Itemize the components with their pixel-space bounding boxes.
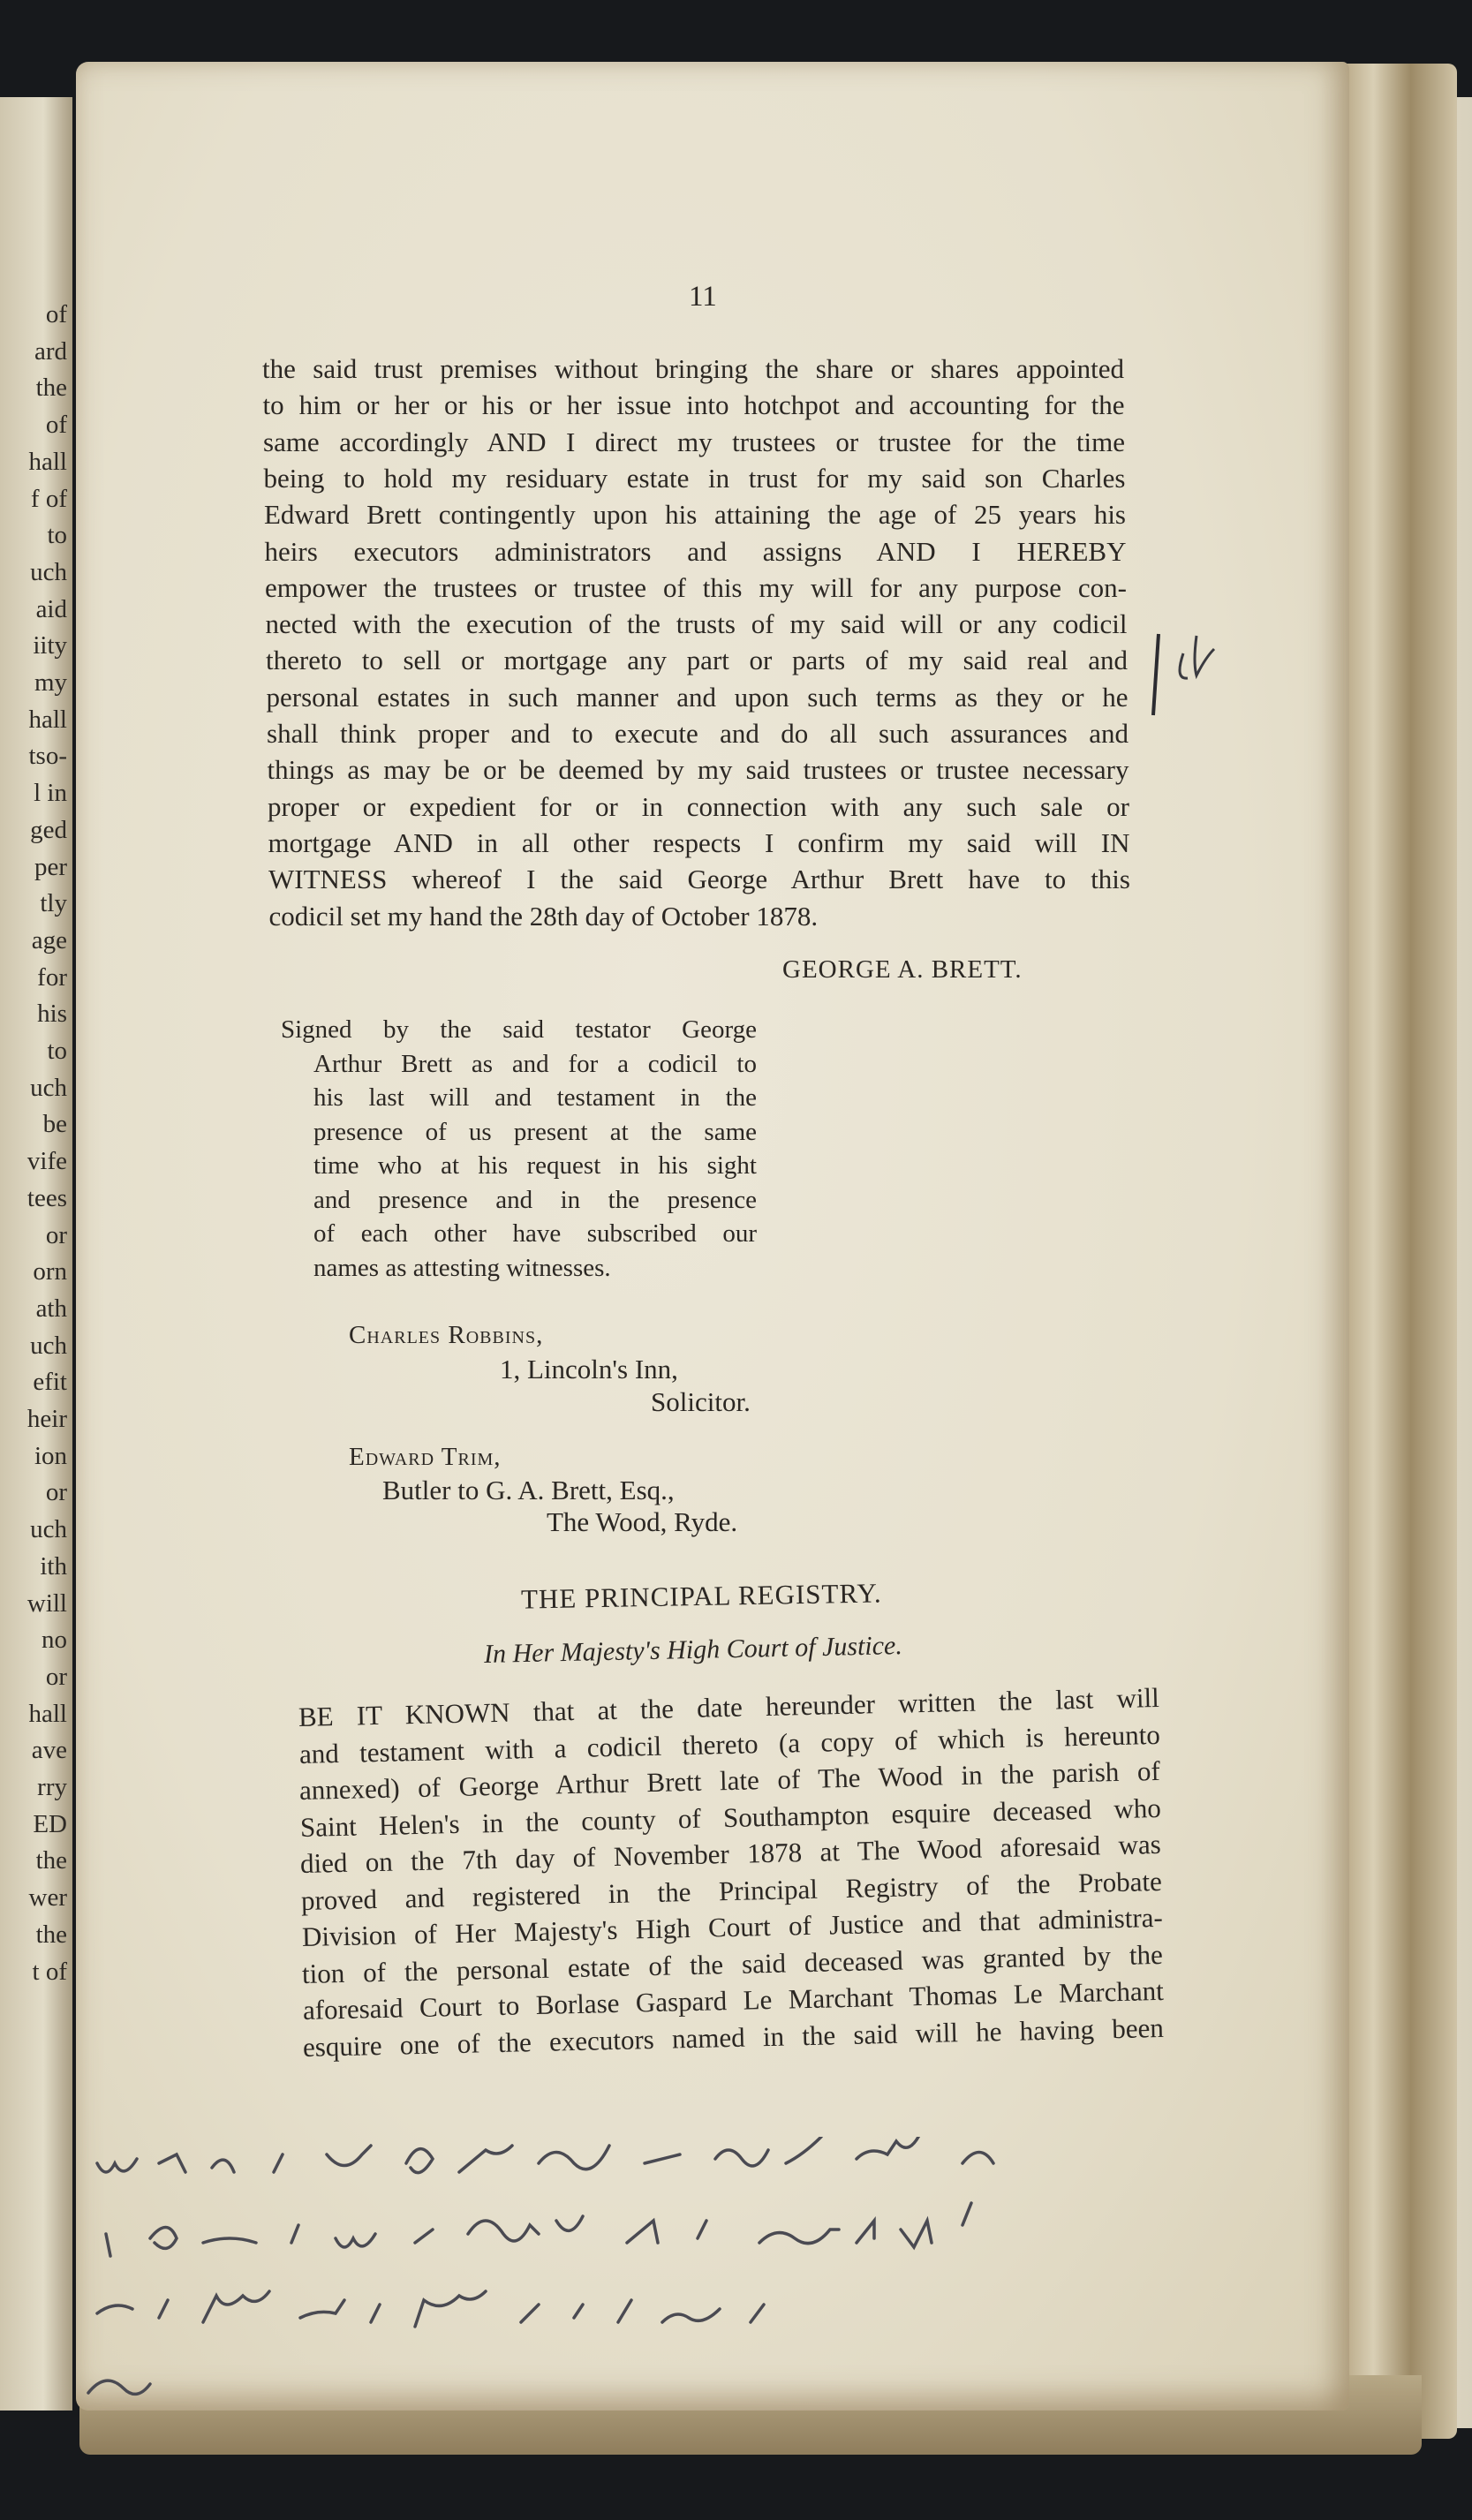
facing-page-fragment: ath bbox=[35, 1294, 67, 1323]
attestation-line: of each other have subscribed our bbox=[313, 1219, 757, 1248]
attestation-line: Arthur Brett as and for a codicil to bbox=[313, 1049, 757, 1078]
codicil-line: things as may be or be deemed by my said trustees or trustee necessary bbox=[267, 754, 1129, 786]
facing-page-fragment: f of bbox=[30, 484, 67, 513]
codicil-line: mortgage AND in all other respects I confirm my said will IN bbox=[268, 826, 1130, 858]
attestation-line: presence of us present at the same bbox=[313, 1117, 757, 1146]
attestation-line: time who at his request in his sight bbox=[313, 1151, 757, 1180]
facing-page-fragment: or bbox=[45, 1478, 67, 1507]
testator-signature-name: GEORGE A. BRETT. bbox=[782, 955, 1023, 984]
witness2-address: The Wood, Ryde. bbox=[547, 1506, 738, 1537]
facing-page-fragment: the bbox=[35, 1846, 67, 1875]
codicil-line: personal estates in such manner and upon such terms as they or he bbox=[266, 681, 1129, 713]
facing-page-fragment: ion bbox=[34, 1441, 67, 1470]
grant-line: annexed) of George Arthur Brett late of The Wood in the parish of bbox=[298, 1754, 1161, 1806]
facing-page-fragment: t of bbox=[32, 1957, 67, 1986]
page-number: 11 bbox=[689, 281, 717, 313]
facing-page-fragment: efit bbox=[33, 1368, 67, 1397]
facing-page-fragment: tso- bbox=[28, 742, 67, 771]
facing-page-fragment: hall bbox=[28, 1699, 67, 1728]
grant-line: BE IT KNOWN that at the date hereunder written the last will bbox=[298, 1681, 1160, 1732]
facing-page-fragment: the bbox=[35, 373, 67, 403]
facing-page-fragment: tly bbox=[40, 889, 67, 918]
facing-page-fragment: rry bbox=[37, 1773, 67, 1801]
facing-page-fragment: will bbox=[26, 1588, 67, 1618]
facing-page-fragment: orn bbox=[33, 1257, 67, 1286]
facing-page-fragment: of bbox=[45, 411, 67, 440]
grant-line: died on the 7th day of November 1878 at The Wood aforesaid was bbox=[299, 1828, 1162, 1879]
facing-page-fragment: to bbox=[47, 521, 67, 550]
facing-page-fragment: per bbox=[34, 852, 67, 881]
grant-line: Division of Her Majesty's High Court of Justice and that administra- bbox=[301, 1901, 1163, 1952]
facing-page-fragment: for bbox=[37, 962, 67, 992]
facing-page-fragment: ED bbox=[33, 1809, 67, 1838]
facing-page-fragment: to bbox=[47, 1037, 67, 1065]
facing-page-fragment: or bbox=[45, 1220, 67, 1249]
attestation-line: names as attesting witnesses. bbox=[313, 1253, 611, 1282]
codicil-line: nected with the execution of the trusts of my said will or any codicil bbox=[265, 608, 1128, 640]
pencil-shorthand-notes bbox=[79, 2137, 1316, 2419]
attestation-line: and presence and in the presence bbox=[313, 1185, 757, 1214]
facing-page-fragment: or bbox=[45, 1662, 67, 1691]
grant-line: proved and registered in the Principal Registry of the Probate bbox=[300, 1865, 1163, 1916]
facing-page-fragment: hall bbox=[28, 705, 67, 734]
codicil-line: the said trust premises without bringing the share or shares appointed bbox=[262, 353, 1124, 384]
codicil-line: being to hold my residuary estate in trust for my said son Charles bbox=[263, 462, 1126, 494]
facing-page-fragment: the bbox=[35, 1920, 67, 1949]
facing-page-fragment: hall bbox=[28, 447, 67, 476]
facing-page-fragment: uch bbox=[30, 1073, 67, 1102]
facing-page-fragment: aid bbox=[35, 594, 67, 623]
facing-page-fragment: his bbox=[37, 1000, 67, 1029]
witness1-name: Charles Robbins, bbox=[349, 1321, 544, 1349]
codicil-line: Edward Brett contingently upon his attaining the age of 25 years his bbox=[264, 499, 1126, 531]
facing-page-fragment: be bbox=[42, 1110, 67, 1139]
codicil-line: shall think proper and to execute and do all such assurances and bbox=[267, 718, 1129, 749]
facing-page-fragment: iity bbox=[33, 631, 67, 660]
grant-line: aforesaid Court to Borlase Gaspard Le Marchant Thomas Le Marchant bbox=[302, 1974, 1164, 2026]
witness1-occupation: Solicitor. bbox=[651, 1386, 751, 1417]
facing-page-edge bbox=[0, 97, 72, 2411]
facing-page-fragment: vife bbox=[26, 1147, 67, 1176]
court-subtitle: In Her Majesty's High Court of Justice. bbox=[483, 1631, 903, 1669]
codicil-line: empower the trustees or trustee of this my will for any purpose con- bbox=[265, 571, 1127, 603]
witness2-occupation: Butler to G. A. Brett, Esq., bbox=[382, 1475, 675, 1505]
grant-line: esquire one of the executors named in the said will he having been bbox=[302, 2011, 1165, 2063]
codicil-line: codicil set my hand the 28th day of October 1878. bbox=[268, 900, 819, 932]
witness1-address: 1, Lincoln's Inn, bbox=[500, 1354, 678, 1384]
facing-page-fragment: heir bbox=[26, 1405, 67, 1433]
facing-page-fragment: ith bbox=[40, 1551, 67, 1581]
codicil-line: WITNESS whereof I the said George Arthur Brett have to this bbox=[268, 864, 1130, 895]
facing-page-fragment: no bbox=[42, 1626, 67, 1655]
codicil-line: thereto to sell or mortgage any part or parts of my said real and bbox=[266, 645, 1128, 676]
facing-page-fragment: wer bbox=[28, 1883, 67, 1913]
codicil-line: heirs executors administrators and assigns AND I HEREBY bbox=[264, 535, 1127, 567]
grant-line: Saint Helen's in the county of Southampton esquire deceased who bbox=[299, 1792, 1161, 1843]
codicil-line: same accordingly AND I direct my trustees or trustee for the time bbox=[263, 426, 1125, 457]
witness2-name: Edward Trim, bbox=[349, 1443, 502, 1471]
attestation-line: Signed by the said testator George bbox=[281, 1015, 757, 1044]
facing-page-fragment: ard bbox=[34, 336, 67, 366]
facing-page-fragment: ave bbox=[31, 1736, 67, 1765]
facing-page-fragment: of bbox=[45, 300, 67, 328]
facing-page-fragment: l in bbox=[34, 779, 67, 808]
pencil-margin-mark bbox=[1148, 618, 1227, 724]
codicil-line: to him or her or his or her issue into hotchpot and accounting for the bbox=[262, 389, 1125, 421]
codicil-line: proper or expedient for or in connection with any such sale or bbox=[268, 790, 1129, 822]
grant-line: tion of the personal estate of the said deceased was granted by the bbox=[301, 1938, 1164, 1989]
facing-page-fragment: tees bbox=[26, 1183, 67, 1212]
facing-page-fragment: uch bbox=[30, 1331, 67, 1360]
facing-page-fragment: ged bbox=[30, 815, 67, 844]
attestation-line: his last will and testament in the bbox=[313, 1083, 757, 1112]
facing-page-fragment: uch bbox=[30, 557, 67, 586]
grant-line: and testament with a codicil thereto (a copy of which is hereunto bbox=[298, 1718, 1160, 1769]
facing-page-fragment: my bbox=[34, 668, 67, 697]
facing-page-fragment: age bbox=[31, 925, 67, 954]
registry-heading: THE PRINCIPAL REGISTRY. bbox=[520, 1577, 882, 1615]
facing-page-fragment: uch bbox=[30, 1515, 67, 1544]
